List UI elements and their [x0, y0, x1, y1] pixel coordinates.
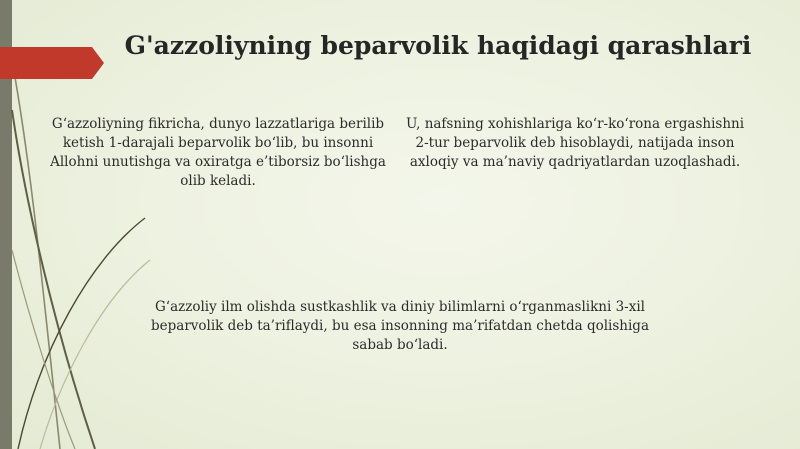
paragraph-first-type: G‘azzoliyning fikricha, dunyo lazzatlariga berilib ketish 1-darajali beparvolik bo‘lib, bu insonni Allohni unutishga va oxiratga e’tiborsiz bo‘lishga olib keladi. — [50, 116, 386, 189]
slide-title: G'azzoliyning beparvolik haqidagi qarashlari — [124, 31, 752, 60]
branch-line — [18, 218, 145, 449]
paragraph-third-type: G‘azzoliy ilm olishda sustkashlik va diniy bilimlarni o‘rganmaslikni 3-xil beparvolik deb ta’riflaydi, bu esa insonning ma’rifatdan chetda qolishiga sabab bo‘ladi. — [151, 299, 649, 353]
title-accent-tab — [0, 47, 104, 79]
branch-line — [12, 250, 75, 449]
paragraph-second-type: U, nafsning xohishlariga ko‘r-ko‘rona ergashishni 2-tur beparvolik deb hisoblaydi, natijada inson axloqiy va ma’naviy qadriyatlardan uzoqlashadi. — [405, 116, 745, 170]
